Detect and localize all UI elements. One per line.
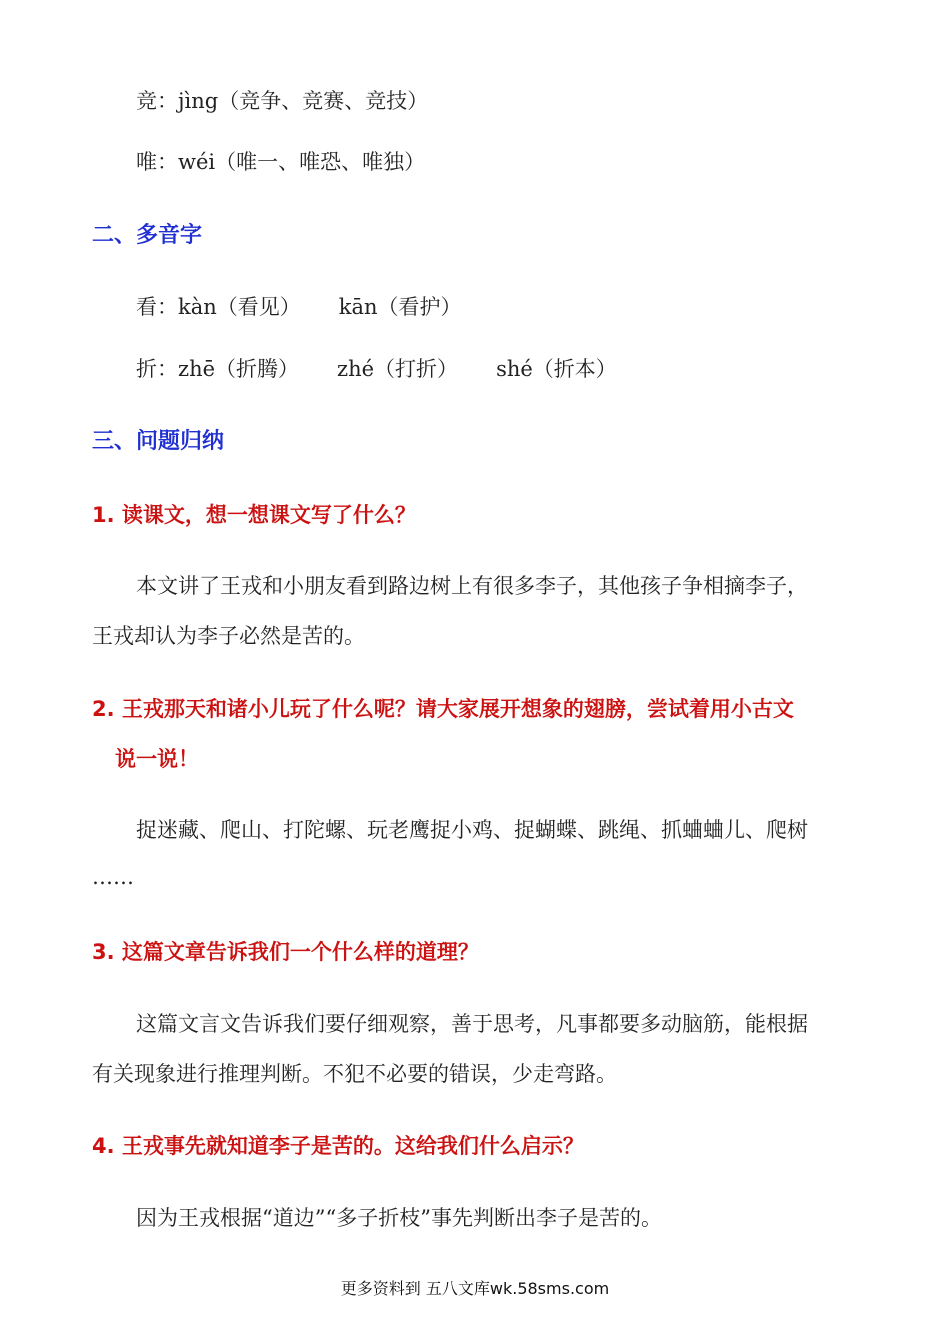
char-jing-line: 竞：jìng（竞争、竞赛、竞技） — [136, 89, 429, 113]
answer-3-line-2: 有关现象进行推理判断。不犯不必要的错误，少走弯路。 — [92, 1062, 617, 1086]
char-wei-line: 唯：wéi（唯一、唯恐、唯独） — [136, 150, 426, 174]
reading-2: zhé（打折） — [337, 357, 459, 381]
polyphonic-zhe-line — [136, 354, 617, 384]
answer-1-line-2: 王戎却认为李子必然是苦的。 — [92, 624, 365, 648]
reading-1: kàn（看见） — [178, 295, 301, 319]
question-2-line-2: 说一说！ — [115, 747, 199, 771]
polyphonic-kan-line — [136, 292, 462, 322]
reading-1: zhē（折腾） — [178, 357, 300, 381]
answer-4-line-1: 因为王戎根据“道边”“多子折枝”事先判断出李子是苦的。 — [136, 1206, 662, 1230]
question-3: 3. 这篇文章告诉我们一个什么样的道理？ — [92, 940, 479, 964]
reading-3: shé（折本） — [496, 357, 617, 381]
reading-2: kān（看护） — [338, 295, 462, 319]
answer-1-line-1: 本文讲了王戎和小朋友看到路边树上有很多李子，其他孩子争相摘李子， — [136, 574, 808, 598]
question-1: 1. 读课文，想一想课文写了什么？ — [92, 503, 416, 527]
answer-2-line-1: 捉迷藏、爬山、打陀螺、玩老鹰捉小鸡、捉蝴蝶、跳绳、抓蛐蛐儿、爬树 — [136, 818, 808, 842]
polyphonic-char: 折： — [136, 357, 178, 381]
footer-watermark-text: 更多资料到 五八文库wk.58sms.com — [340, 1279, 610, 1298]
section-heading-questions: 三、问题归纳 — [92, 429, 225, 454]
question-2-line-1: 2. 王戎那天和诸小儿玩了什么呢？请大家展开想象的翅膀，尝试着用小古文 — [92, 697, 794, 721]
answer-2-line-2: …… — [92, 865, 134, 889]
section-heading-polyphonic: 二、多音字 — [92, 223, 203, 248]
answer-3-line-1: 这篇文言文告诉我们要仔细观察，善于思考，凡事都要多动脑筋，能根据 — [136, 1012, 808, 1036]
question-4: 4. 王戎事先就知道李子是苦的。这给我们什么启示？ — [92, 1134, 584, 1158]
polyphonic-char: 看： — [136, 295, 178, 319]
